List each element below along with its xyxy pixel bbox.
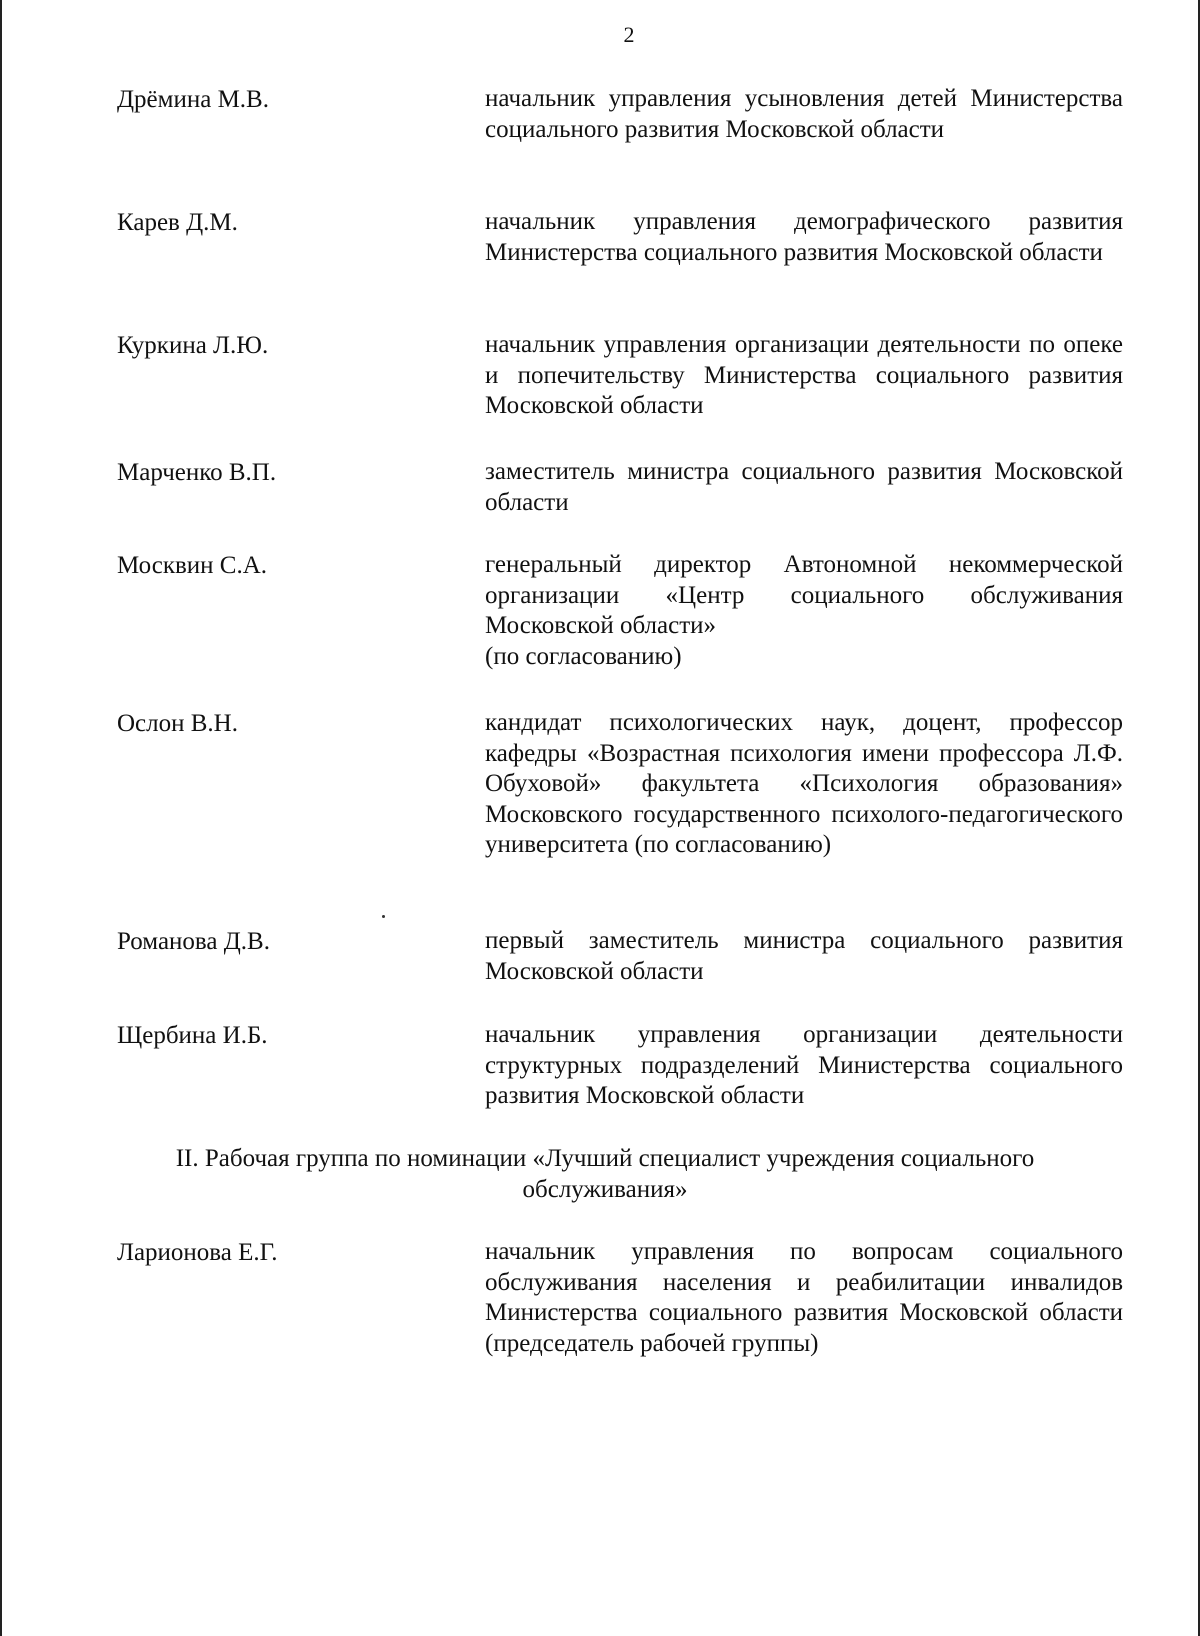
member-name: Щербина И.Б. bbox=[117, 1022, 268, 1049]
member-position: начальник управления демографического развития Министерства социального развития Московской области bbox=[485, 208, 1123, 266]
member-position: первый заместитель министра социального развития Московской области bbox=[485, 927, 1123, 985]
member-position: начальник управления организации деятельности структурных подразделений Министерства социального развития Московской области bbox=[485, 1021, 1123, 1109]
member-name: Дрёмина М.В. bbox=[117, 86, 269, 113]
scan-speck bbox=[382, 915, 385, 918]
section-heading-line: II. Рабочая группа по номинации «Лучший специалист учреждения социального bbox=[175, 1145, 1035, 1172]
member-position-text: генеральный директор Автономной некоммерческой организации «Центр социального обслуживания Московской области» bbox=[485, 551, 1123, 639]
member-name: Куркина Л.Ю. bbox=[117, 332, 269, 359]
member-position: начальник управления усыновления детей Министерства социального развития Московской области bbox=[485, 85, 1123, 143]
member-name: Романова Д.В. bbox=[117, 928, 270, 955]
member-position: заместитель министра социального развития Московской области bbox=[485, 458, 1123, 516]
member-name: Ларионова Е.Г. bbox=[117, 1239, 278, 1266]
section-heading-line: обслуживания» bbox=[522, 1176, 688, 1203]
member-name: Москвин С.А. bbox=[117, 552, 268, 579]
member-position: начальник управления организации деятельности по опеке и попечительству Министерства социального развития Московской области bbox=[485, 331, 1123, 419]
member-position bbox=[485, 550, 1123, 672]
member-name: Марченко В.П. bbox=[117, 459, 277, 486]
member-position: начальник управления по вопросам социального обслуживания населения и реабилитации инвалидов Министерства социального развития Московской области (председатель рабочей группы) bbox=[485, 1238, 1123, 1357]
scan-edge-left bbox=[0, 0, 2, 1636]
page-number: 2 bbox=[623, 22, 635, 47]
member-position: кандидат психологических наук, доцент, профессор кафедры «Возрастная психология имени профессора Л.Ф. Обуховой» факультета «Психология образования» Московского государственного психолого-педагогического университета (по согласованию) bbox=[485, 709, 1123, 858]
member-name: Ослон В.Н. bbox=[117, 710, 238, 737]
member-position-note: (по согласованию) bbox=[485, 642, 682, 670]
member-name: Карев Д.М. bbox=[117, 209, 238, 236]
section-heading bbox=[105, 1143, 1105, 1205]
